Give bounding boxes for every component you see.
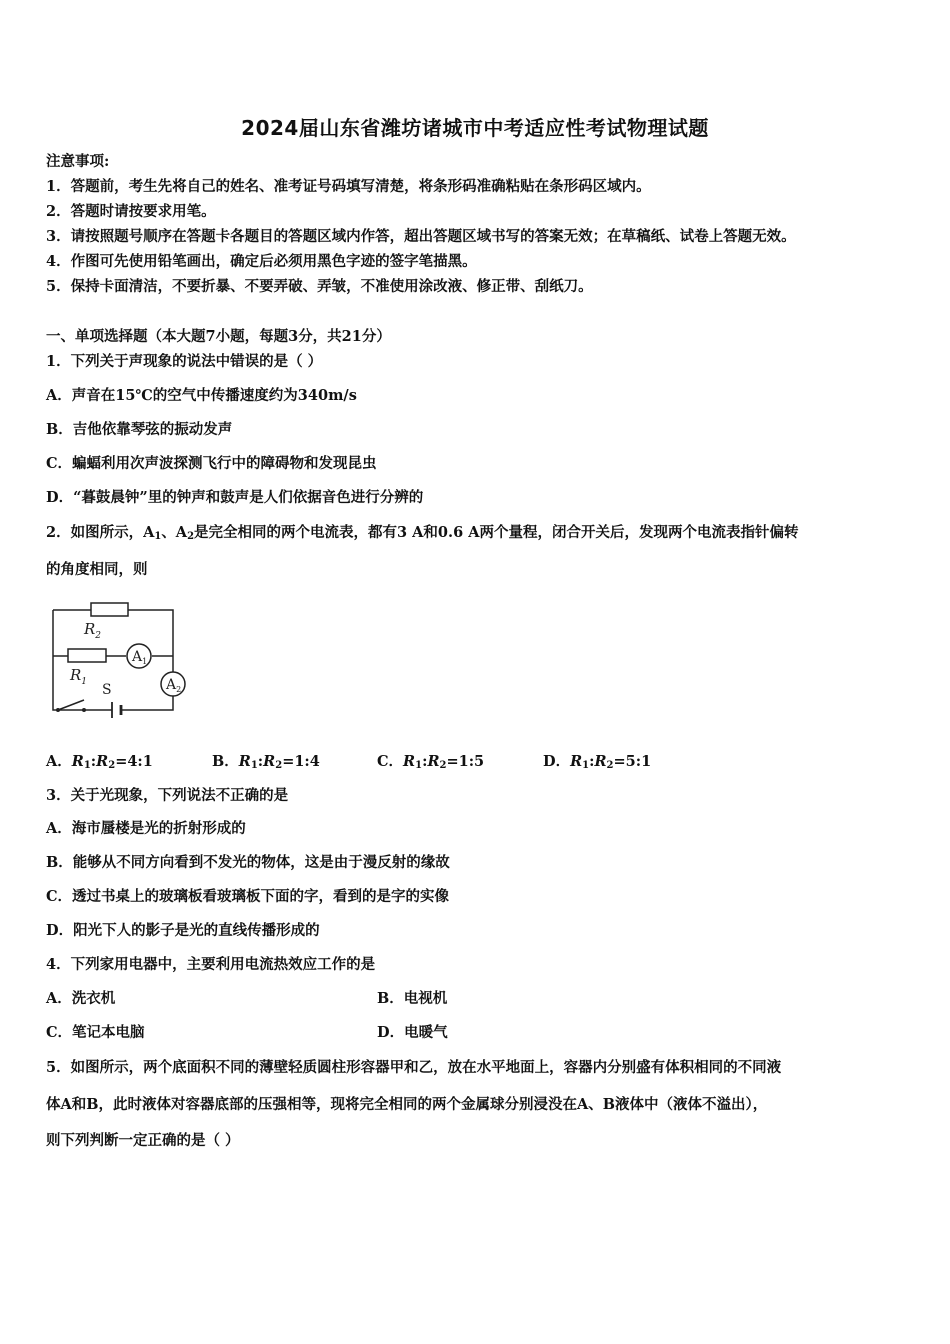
label-r2: $R_2$	[84, 620, 102, 641]
section-heading: 一、单项选择题（本大题7小题，每题3分，共21分）	[46, 328, 391, 345]
q4-option-d: D．电暖气	[377, 1024, 448, 1041]
label-a2: $A_2$	[166, 677, 182, 694]
q5-line1: 5．如图所示，两个底面积不同的薄壁轻质圆柱形容器甲和乙，放在水平地面上，容器内分别盛有体积相同的不同液	[46, 1059, 782, 1076]
q4-option-c: C．笔记本电脑	[46, 1024, 145, 1041]
q4-option-b: B．电视机	[377, 990, 448, 1007]
q2-option-a: A．$R_1:R_2=4:1$	[46, 753, 153, 771]
q5-line3: 则下列判断一定正确的是（ ）	[46, 1132, 240, 1149]
circuit-diagram	[46, 596, 196, 720]
q2-stem-line1: 2．如图所示，$A_1$、$A_2$是完全相同的两个电流表，都有3 A和0.6 A两个量程，闭合开关后，发现两个电流表指针偏转	[46, 524, 799, 542]
notice-item-3: 3．请按照题号顺序在答题卡各题目的答题区域内作答，超出答题区域书写的答案无效；在草稿纸、试卷上答题无效。	[46, 228, 796, 245]
notice-item-2: 2．答题时请按要求用笔。	[46, 203, 216, 220]
q1-option-b: B．吉他依靠琴弦的振动发声	[46, 421, 233, 438]
q3-option-a: A．海市蜃楼是光的折射形成的	[46, 820, 246, 837]
q3-option-c: C．透过书桌上的玻璃板看玻璃板下面的字，看到的是字的实像	[46, 888, 450, 905]
q3-option-d: D．阳光下人的影子是光的直线传播形成的	[46, 922, 320, 939]
q3-option-b: B．能够从不同方向看到不发光的物体，这是由于漫反射的缘故	[46, 854, 450, 871]
label-r1: $R_1$	[70, 666, 88, 687]
q4-stem: 4．下列家用电器中，主要利用电流热效应工作的是	[46, 956, 376, 973]
notice-item-5: 5．保持卡面清洁，不要折暴、不要弄破、弄皱，不准使用涂改液、修正带、刮纸刀。	[46, 278, 593, 295]
q2-stem-line2: 的角度相同，则	[46, 561, 148, 578]
notice-item-1: 1．答题前，考生先将自己的姓名、准考证号码填写清楚，将条形码准确粘贴在条形码区域内。	[46, 178, 651, 195]
q5-line2: 体A和B，此时液体对容器底部的压强相等，现将完全相同的两个金属球分别浸没在A、B液体中（液体不溢出），	[46, 1096, 768, 1113]
label-s: S	[102, 682, 112, 698]
label-a1: $A_1$	[132, 649, 148, 666]
q2-option-d: D．$R_1:R_2=5:1$	[543, 753, 652, 771]
q1-option-c: C．蝙蝠利用次声波探测飞行中的障碍物和发现昆虫	[46, 455, 377, 472]
resistor-r1	[68, 649, 106, 662]
notice-heading: 注意事项:	[46, 153, 110, 170]
q4-option-a: A．洗衣机	[46, 990, 116, 1007]
q2-option-b: B．$R_1:R_2=1:4$	[212, 753, 320, 771]
q1-stem: 1．下列关于声现象的说法中错误的是（ ）	[46, 353, 323, 370]
notice-item-4: 4．作图可先使用铅笔画出，确定后必须用黑色字迹的签字笔描黑。	[46, 253, 477, 270]
q1-option-a: A．声音在15℃的空气中传播速度约为340m/s	[46, 387, 357, 404]
q1-option-d: D．“暮鼓晨钟”里的钟声和鼓声是人们依据音色进行分辨的	[46, 489, 424, 506]
resistor-r2	[91, 603, 128, 616]
q3-stem: 3．关于光现象，下列说法不正确的是	[46, 787, 289, 804]
page-title: 2024届山东省潍坊诸城市中考适应性考试物理试题	[241, 116, 709, 140]
q2-option-c: C．$R_1:R_2=1:5$	[377, 753, 485, 771]
